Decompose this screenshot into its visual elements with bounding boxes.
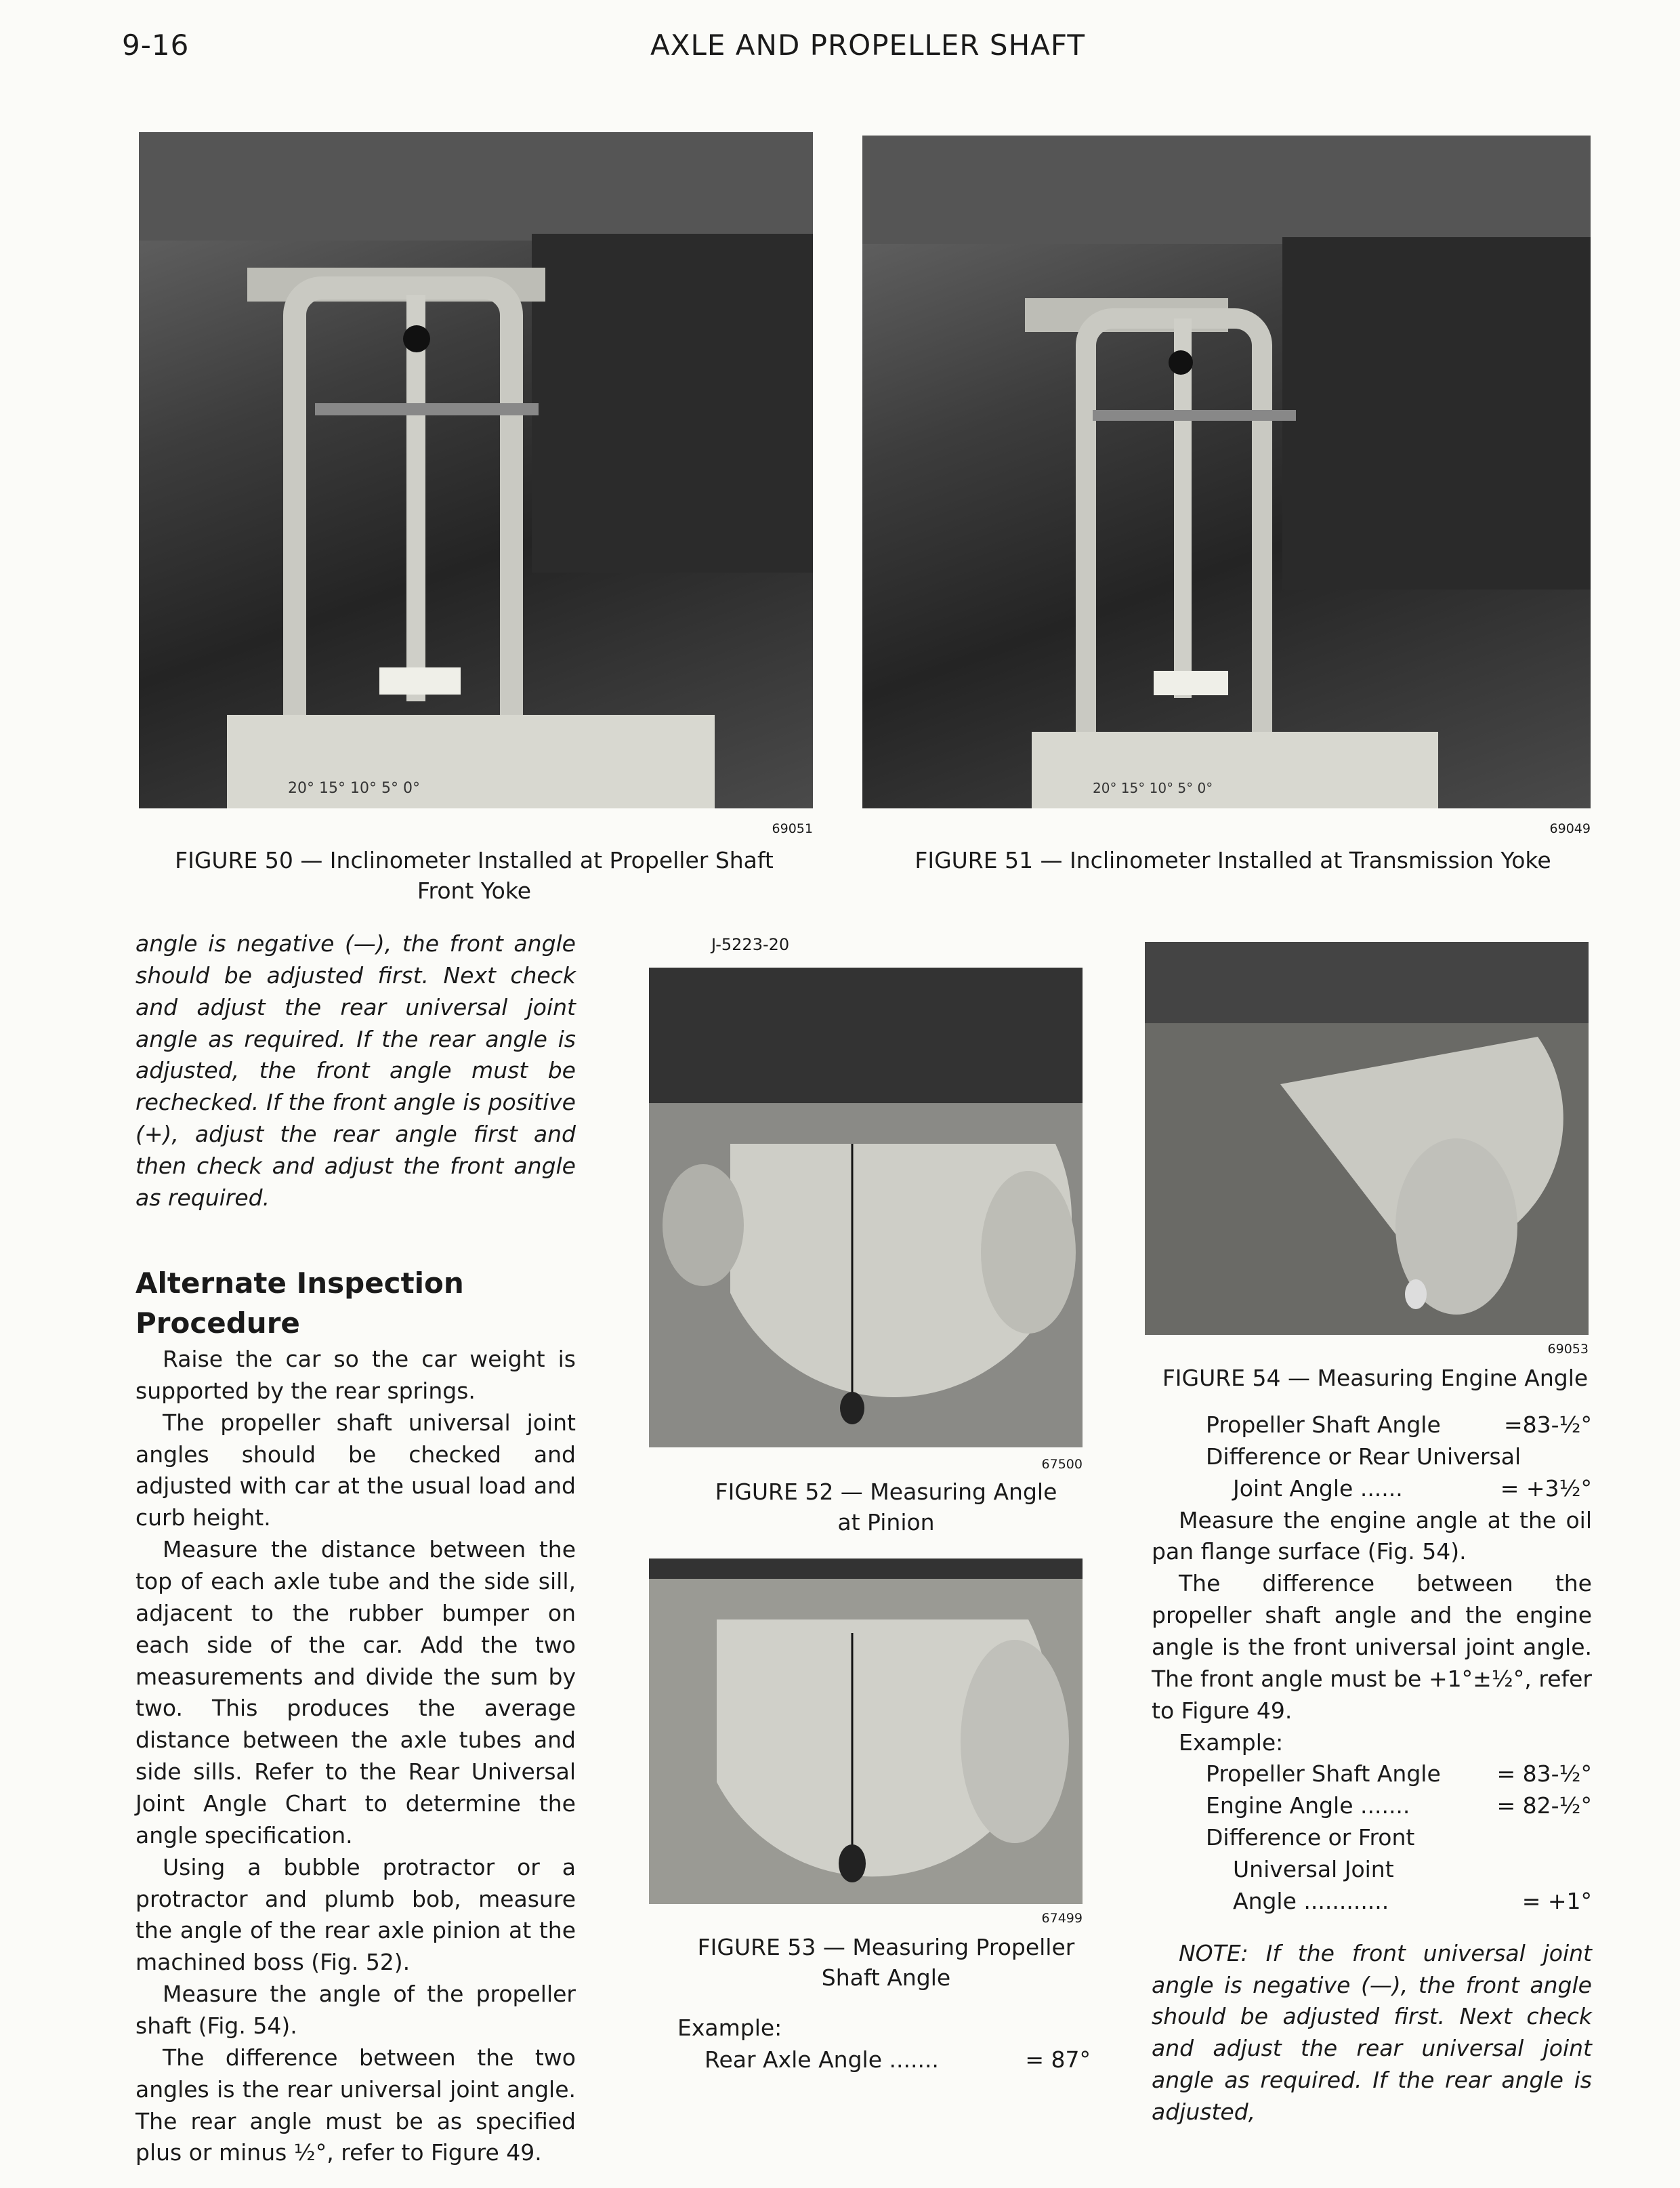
body-paragraph: Measure the distance between the top of each axle tube and the side sill, adjacent to the rubber bumper on each side of the car. Add the two measurements and divide the sum by two. This produces the average distance between the axle tubes and side sills. Refer to the Rear Universal Joint Angle Chart to determine the angle specification.	[135, 1536, 576, 1849]
figure-53-caption	[649, 1933, 1123, 1993]
figure-50-id: 69051	[772, 821, 813, 836]
right-column	[1152, 1409, 1592, 2128]
body-paragraph: The propeller shaft universal joint angles should be checked and adjusted with car at the usual load and curb height.	[135, 1409, 576, 1531]
right-example-line-value: = 82-½°	[1496, 1792, 1592, 1819]
right-example-line-label: Angle ............	[1233, 1887, 1389, 1914]
body-paragraph: The difference between the two angles is the rear universal joint angle. The rear angle must be as specified plus or minus ½°, refer to Figure 49.	[135, 2044, 576, 2166]
intro-italic-paragraph: angle is negative (—), the front angle should be adjusted first. Next check and adjust the rear universal joint angle as required. If the rear angle is adjusted, the front angle must be rechecked. If the front angle is positive (+), adjust the rear angle first and then check and adjust the front angle as required.	[135, 930, 576, 1211]
page-number: 9-16	[122, 28, 190, 62]
right-line	[1152, 1441, 1592, 1473]
right-line-label: Propeller Shaft Angle	[1206, 1411, 1441, 1438]
right-example-line	[1152, 1854, 1592, 1886]
right-example-label: Example:	[1179, 1729, 1284, 1756]
figure-54-caption: FIGURE 54 — Measuring Engine Angle	[1162, 1365, 1589, 1391]
protractor-illustration	[1145, 942, 1589, 1335]
figure-51-photo	[862, 136, 1591, 808]
inclinometer-illustration	[139, 132, 813, 808]
figure-52-photo	[649, 968, 1083, 1447]
middle-example-item: Rear Axle Angle .......	[705, 2046, 939, 2073]
right-line-label: Joint Angle ......	[1233, 1474, 1403, 1502]
right-paragraph: Measure the engine angle at the oil pan flange surface (Fig. 54).	[1152, 1506, 1592, 1565]
right-example-line	[1152, 1790, 1592, 1822]
figure-54-id: 69053	[1547, 1342, 1589, 1357]
right-paragraph: The difference between the propeller shaft angle and the engine angle is the front universal joint angle. The front angle must be +1°±½°, refer to Figure 49.	[1152, 1570, 1592, 1724]
right-example-line-label: Universal Joint	[1233, 1856, 1394, 1883]
right-line	[1152, 1409, 1592, 1441]
figure-53-id: 67499	[1041, 1911, 1083, 1926]
right-line	[1152, 1473, 1592, 1505]
right-example-line	[1152, 1822, 1592, 1854]
figure-53-photo	[649, 1559, 1083, 1904]
figure-52-caption-line2: at Pinion	[837, 1508, 935, 1535]
figure-52-tool-label: J-5223-20	[711, 935, 790, 954]
right-line-label: Difference or Rear Universal	[1206, 1443, 1521, 1470]
figure-52-caption	[649, 1477, 1123, 1537]
right-example-line-label: Propeller Shaft Angle	[1206, 1760, 1441, 1788]
body-paragraph: Using a bubble protractor or a protractor and plumb bob, measure the angle of the rear axle pinion at the machined boss (Fig. 52).	[135, 1853, 576, 1976]
middle-example	[677, 2012, 1091, 2076]
left-column	[135, 928, 576, 2169]
right-line-value: =83-½°	[1503, 1411, 1592, 1438]
body-paragraph: Measure the angle of the propeller shaft (Fig. 54).	[135, 1981, 576, 2040]
right-example-line-label: Engine Angle .......	[1206, 1792, 1410, 1819]
figure-53-caption-line2: Shaft Angle	[821, 1964, 951, 1991]
figure-51-caption: FIGURE 51 — Inclinometer Installed at Transmission Yoke	[915, 847, 1551, 873]
figure-51-id: 69049	[1549, 821, 1591, 836]
figure-54-photo	[1145, 942, 1589, 1335]
right-example-line	[1152, 1886, 1592, 1918]
figure-50-caption-line1: FIGURE 50 — Inclinometer Installed at Propeller Shaft	[175, 847, 774, 873]
right-example-line-value: = 83-½°	[1496, 1760, 1592, 1788]
figure-50-photo	[139, 132, 813, 808]
middle-example-value: = 87°	[1025, 2046, 1091, 2073]
middle-example-row	[677, 2044, 1091, 2076]
right-example-line-label: Difference or Front	[1206, 1824, 1415, 1851]
figure-52-caption-line1: FIGURE 52 — Measuring Angle	[715, 1479, 1057, 1505]
middle-example-label: Example:	[677, 2015, 782, 2041]
figure-50-caption	[122, 846, 826, 906]
right-line-value: = +3½°	[1500, 1474, 1592, 1502]
inclinometer-illustration	[862, 136, 1591, 808]
right-example-line	[1152, 1758, 1592, 1790]
figure-50-scale: 20° 15° 10° 5° 0°	[288, 780, 420, 797]
note-paragraph: NOTE: If the front universal joint angle is negative (—), the front angle should be adjusted first. Next check and adjust the rear universal joint angle as required. If the rear angle is adjusted,	[1152, 1939, 1592, 2126]
figure-53-caption-line1: FIGURE 53 — Measuring Propeller	[697, 1934, 1075, 1960]
page-title: AXLE AND PROPELLER SHAFT	[650, 28, 1085, 62]
right-example-line-value: = +1°	[1521, 1887, 1592, 1914]
section-heading: Alternate Inspection Procedure	[135, 1266, 464, 1340]
figure-52-id: 67500	[1041, 1457, 1083, 1472]
body-paragraph: Raise the car so the car weight is supported by the rear springs.	[135, 1345, 576, 1404]
protractor-illustration	[649, 968, 1083, 1447]
figure-51-scale: 20° 15° 10° 5° 0°	[1093, 780, 1213, 796]
protractor-illustration	[649, 1559, 1083, 1904]
figure-50-caption-line2: Front Yoke	[417, 877, 532, 904]
